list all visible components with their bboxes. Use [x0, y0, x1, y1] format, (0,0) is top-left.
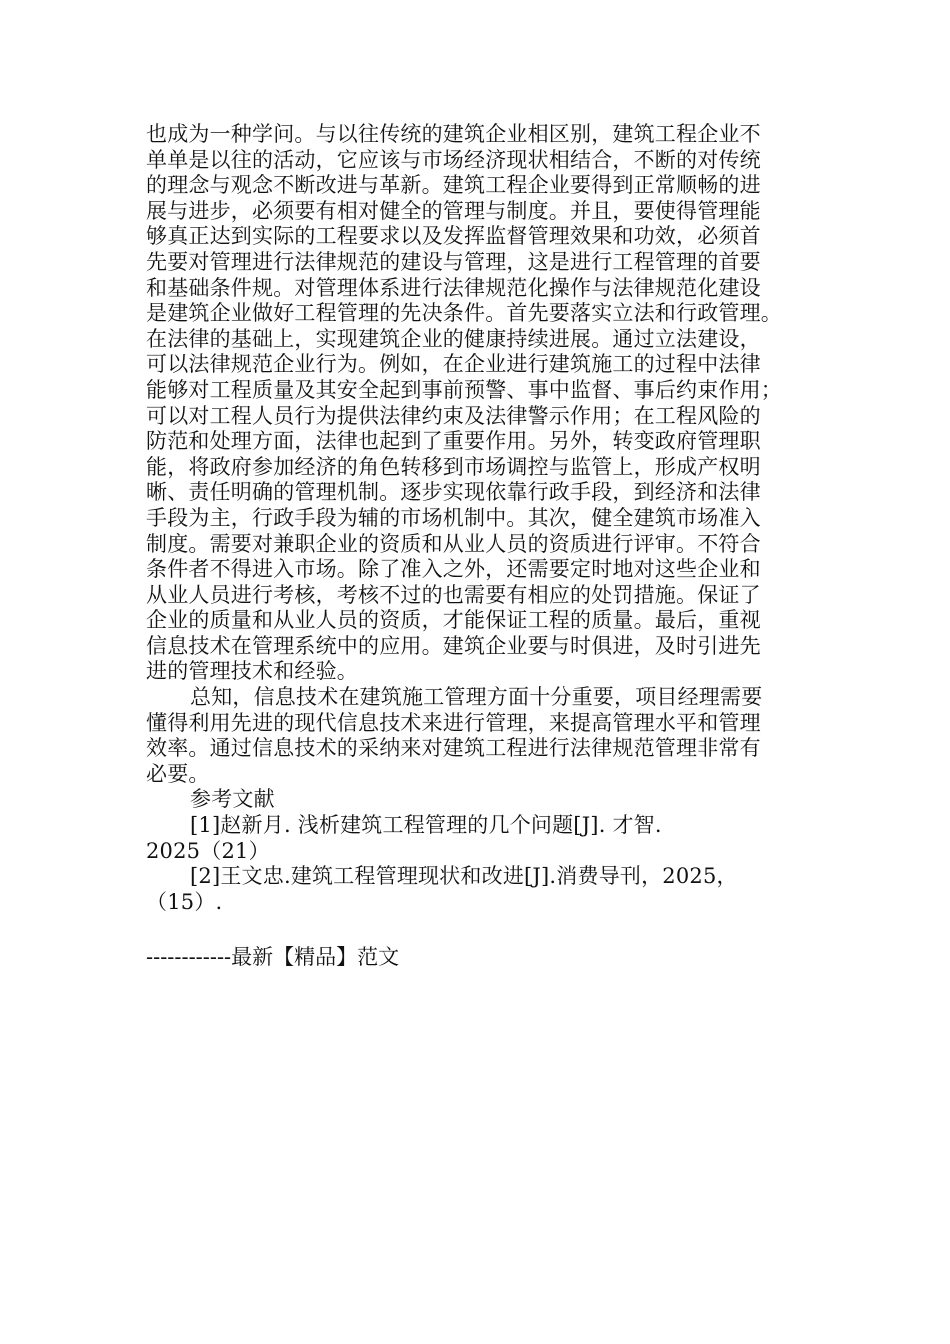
conclusion-line: 总知，信息技术在建筑施工管理方面十分重要，项目经理需要 — [190, 685, 763, 710]
body-line: 从业人员进行考核，考核不过的也需要有相应的处罚措施。保证了 — [146, 582, 761, 607]
conclusion-line: 懂得利用先进的现代信息技术来进行管理，来提高管理水平和管理 — [146, 710, 761, 735]
reference-line: [2]王文忠.建筑工程管理现状和改进[J].消费导刊，2025， — [190, 864, 738, 889]
body-line: 制度。需要对兼职企业的资质和从业人员的资质进行评审。不符合 — [146, 531, 761, 556]
reference-line: 2025（21） — [146, 838, 270, 863]
conclusion-paragraph — [146, 685, 808, 787]
body-line: 在法律的基础上，实现建筑企业的健康持续进展。通过立法建设， — [146, 326, 761, 351]
body-line: 是建筑企业做好工程管理的先决条件。首先要落实立法和行政管理。 — [146, 301, 782, 326]
body-line: 手段为主，行政手段为辅的市场机制中。其次，健全建筑市场准入 — [146, 505, 761, 530]
body-line: 和基础条件规。对管理体系进行法律规范化操作与法律规范化建设 — [146, 275, 761, 300]
body-line: 单单是以往的活动，它应该与市场经济现状相结合，不断的对传统 — [146, 147, 761, 172]
body-line: 够真正达到实际的工程要求以及发挥监督管理效果和功效，必须首 — [146, 224, 761, 249]
reference-item — [146, 813, 808, 864]
reference-line: [1]赵新月. 浅析建筑工程管理的几个问题[J]. 才智. — [190, 813, 662, 838]
body-line: 条件者不得进入市场。除了准入之外，还需要定时地对这些企业和 — [146, 557, 761, 582]
body-line: 可以对工程人员行为提供法律约束及法律警示作用；在工程风险的 — [146, 403, 761, 428]
body-line: 能够对工程质量及其安全起到事前预警、事中监督、事后约束作用； — [146, 377, 782, 402]
body-line: 的理念与观念不断改进与革新。建筑工程企业要得到正常顺畅的进 — [146, 173, 761, 198]
conclusion-line: 必要。 — [146, 761, 210, 786]
body-line: 先要对管理进行法律规范的建设与管理，这是进行工程管理的首要 — [146, 249, 761, 274]
reference-item — [146, 864, 808, 915]
body-line: 进的管理技术和经验。 — [146, 659, 358, 684]
body-line: 展与进步，必须要有相对健全的管理与制度。并且，要使得管理能 — [146, 198, 761, 223]
reference-line: （15）. — [146, 889, 223, 914]
references-section — [146, 787, 808, 915]
body-line: 信息技术在管理系统中的应用。建筑企业要与时俱进，及时引进先 — [146, 633, 761, 658]
footer-tagline: ------------最新【精品】范文 — [146, 945, 400, 969]
body-paragraph — [146, 122, 808, 685]
body-line: 也成为一种学问。与以往传统的建筑企业相区别，建筑工程企业不 — [146, 122, 761, 146]
body-line: 可以法律规范企业行为。例如，在企业进行建筑施工的过程中法律 — [146, 352, 761, 377]
body-line: 防范和处理方面，法律也起到了重要作用。另外，转变政府管理职 — [146, 429, 761, 454]
references-heading: 参考文献 — [190, 787, 275, 812]
body-line: 企业的质量和从业人员的资质，才能保证工程的质量。最后，重视 — [146, 608, 761, 633]
document-page — [146, 122, 808, 915]
body-line: 能，将政府参加经济的角色转移到市场调控与监管上，形成产权明 — [146, 454, 761, 479]
body-line: 晰、责任明确的管理机制。逐步实现依靠行政手段，到经济和法律 — [146, 480, 761, 505]
conclusion-line: 效率。通过信息技术的采纳来对建筑工程进行法律规范管理非常有 — [146, 736, 761, 761]
